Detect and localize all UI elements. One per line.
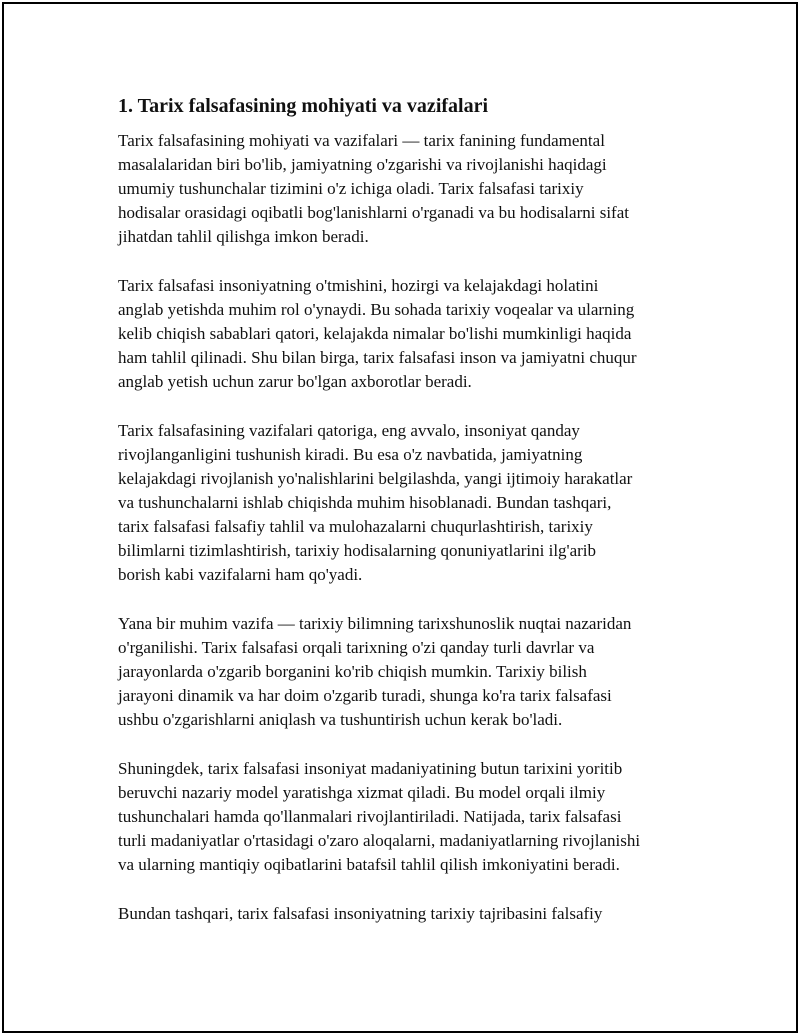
paragraph-line: kelib chiqish sabablari qatori, kelajakda nimalar bo'lishi mumkinligi haqida — [118, 324, 632, 343]
paragraph-line: umumiy tushunchalar tizimini o'z ichiga oladi. Tarix falsafasi tarixiy — [118, 179, 584, 198]
paragraph-line: bilimlarni tizimlashtirish, tarixiy hodisalarning qonuniyatlarini ilg'arib — [118, 541, 597, 560]
paragraph-line: rivojlanganligini tushunish kiradi. Bu esa o'z navbatida, jamiyatning — [118, 445, 583, 464]
paragraph-line: Tarix falsafasining vazifalari qatoriga, eng avvalo, insoniyat qanday — [118, 421, 580, 440]
paragraph-line: hodisalar orasidagi oqibatli bog'lanishlarni o'rganadi va bu hodisalarni sifat — [118, 203, 629, 222]
paragraph-line: tarix falsafasi falsafiy tahlil va mulohazalarni chuqurlashtirish, tarixiy — [118, 517, 593, 536]
paragraph-line: ham tahlil qilinadi. Shu bilan birga, tarix falsafasi inson va jamiyatni chuqur — [118, 348, 637, 367]
paragraph — [118, 274, 693, 394]
paragraph-line: beruvchi nazariy model yaratishga xizmat qiladi. Bu model orqali ilmiy — [118, 783, 606, 802]
paragraph-spacer — [118, 877, 693, 902]
paragraph-line: turli madaniyatlar o'rtasidagi o'zaro aloqalarni, madaniyatlarning rivojlanishi — [118, 831, 641, 850]
paragraph-line: anglab yetish uchun zarur bo'lgan axborotlar beradi. — [118, 372, 472, 391]
paragraph-line: anglab yetishda muhim rol o'ynaydi. Bu sohada tarixiy voqealar va ularning — [118, 300, 635, 319]
paragraph-line: Bundan tashqari, tarix falsafasi insoniyatning tarixiy tajribasini falsafiy — [118, 904, 603, 923]
paragraph-line: jarayoni dinamik va har doim o'zgarib turadi, shunga ko'ra tarix falsafasi — [118, 686, 612, 705]
paragraph — [118, 612, 693, 732]
paragraph — [118, 419, 693, 587]
paragraph-line: jihatdan tahlil qilishga imkon beradi. — [118, 227, 369, 246]
section-heading: 1. Tarix falsafasining mohiyati va vazifalari — [118, 95, 489, 117]
document-body — [118, 93, 693, 926]
paragraph-line: Tarix falsafasining mohiyati va vazifalari — tarix fanining fundamental — [118, 131, 605, 150]
paragraph-line: va ularning mantiqiy oqibatlarini batafsil tahlil qilish imkoniyatini beradi. — [118, 855, 620, 874]
paragraph-line: Yana bir muhim vazifa — tarixiy bilimning tarixshunoslik nuqtai nazaridan — [118, 614, 632, 633]
paragraph — [118, 902, 693, 926]
paragraph-list — [118, 129, 693, 926]
paragraph — [118, 129, 693, 249]
paragraph-line: kelajakdagi rivojlanish yo'nalishlarini belgilashda, yangi ijtimoiy harakatlar — [118, 469, 633, 488]
paragraph-spacer — [118, 394, 693, 419]
paragraph — [118, 757, 693, 877]
paragraph-spacer — [118, 587, 693, 612]
paragraph-line: o'rganilishi. Tarix falsafasi orqali tarixning o'zi qanday turli davrlar va — [118, 638, 595, 657]
paragraph-spacer — [118, 249, 693, 274]
paragraph-line: tushunchalari hamda qo'llanmalari rivojlantiriladi. Natijada, tarix falsafasi — [118, 807, 622, 826]
paragraph-line: ushbu o'zgarishlarni aniqlash va tushuntirish uchun kerak bo'ladi. — [118, 710, 563, 729]
paragraph-line: masalalaridan biri bo'lib, jamiyatning o'zgarishi va rivojlanishi haqidagi — [118, 155, 607, 174]
paragraph-line: Tarix falsafasi insoniyatning o'tmishini, hozirgi va kelajakdagi holatini — [118, 276, 599, 295]
paragraph-spacer — [118, 732, 693, 757]
paragraph-line: jarayonlarda o'zgarib borganini ko'rib chiqish mumkin. Tarixiy bilish — [118, 662, 587, 681]
paragraph-line: va tushunchalarni ishlab chiqishda muhim hisoblanadi. Bundan tashqari, — [118, 493, 612, 512]
paragraph-line: Shuningdek, tarix falsafasi insoniyat madaniyatining butun tarixini yoritib — [118, 759, 623, 778]
paragraph-line: borish kabi vazifalarni ham qo'yadi. — [118, 565, 363, 584]
